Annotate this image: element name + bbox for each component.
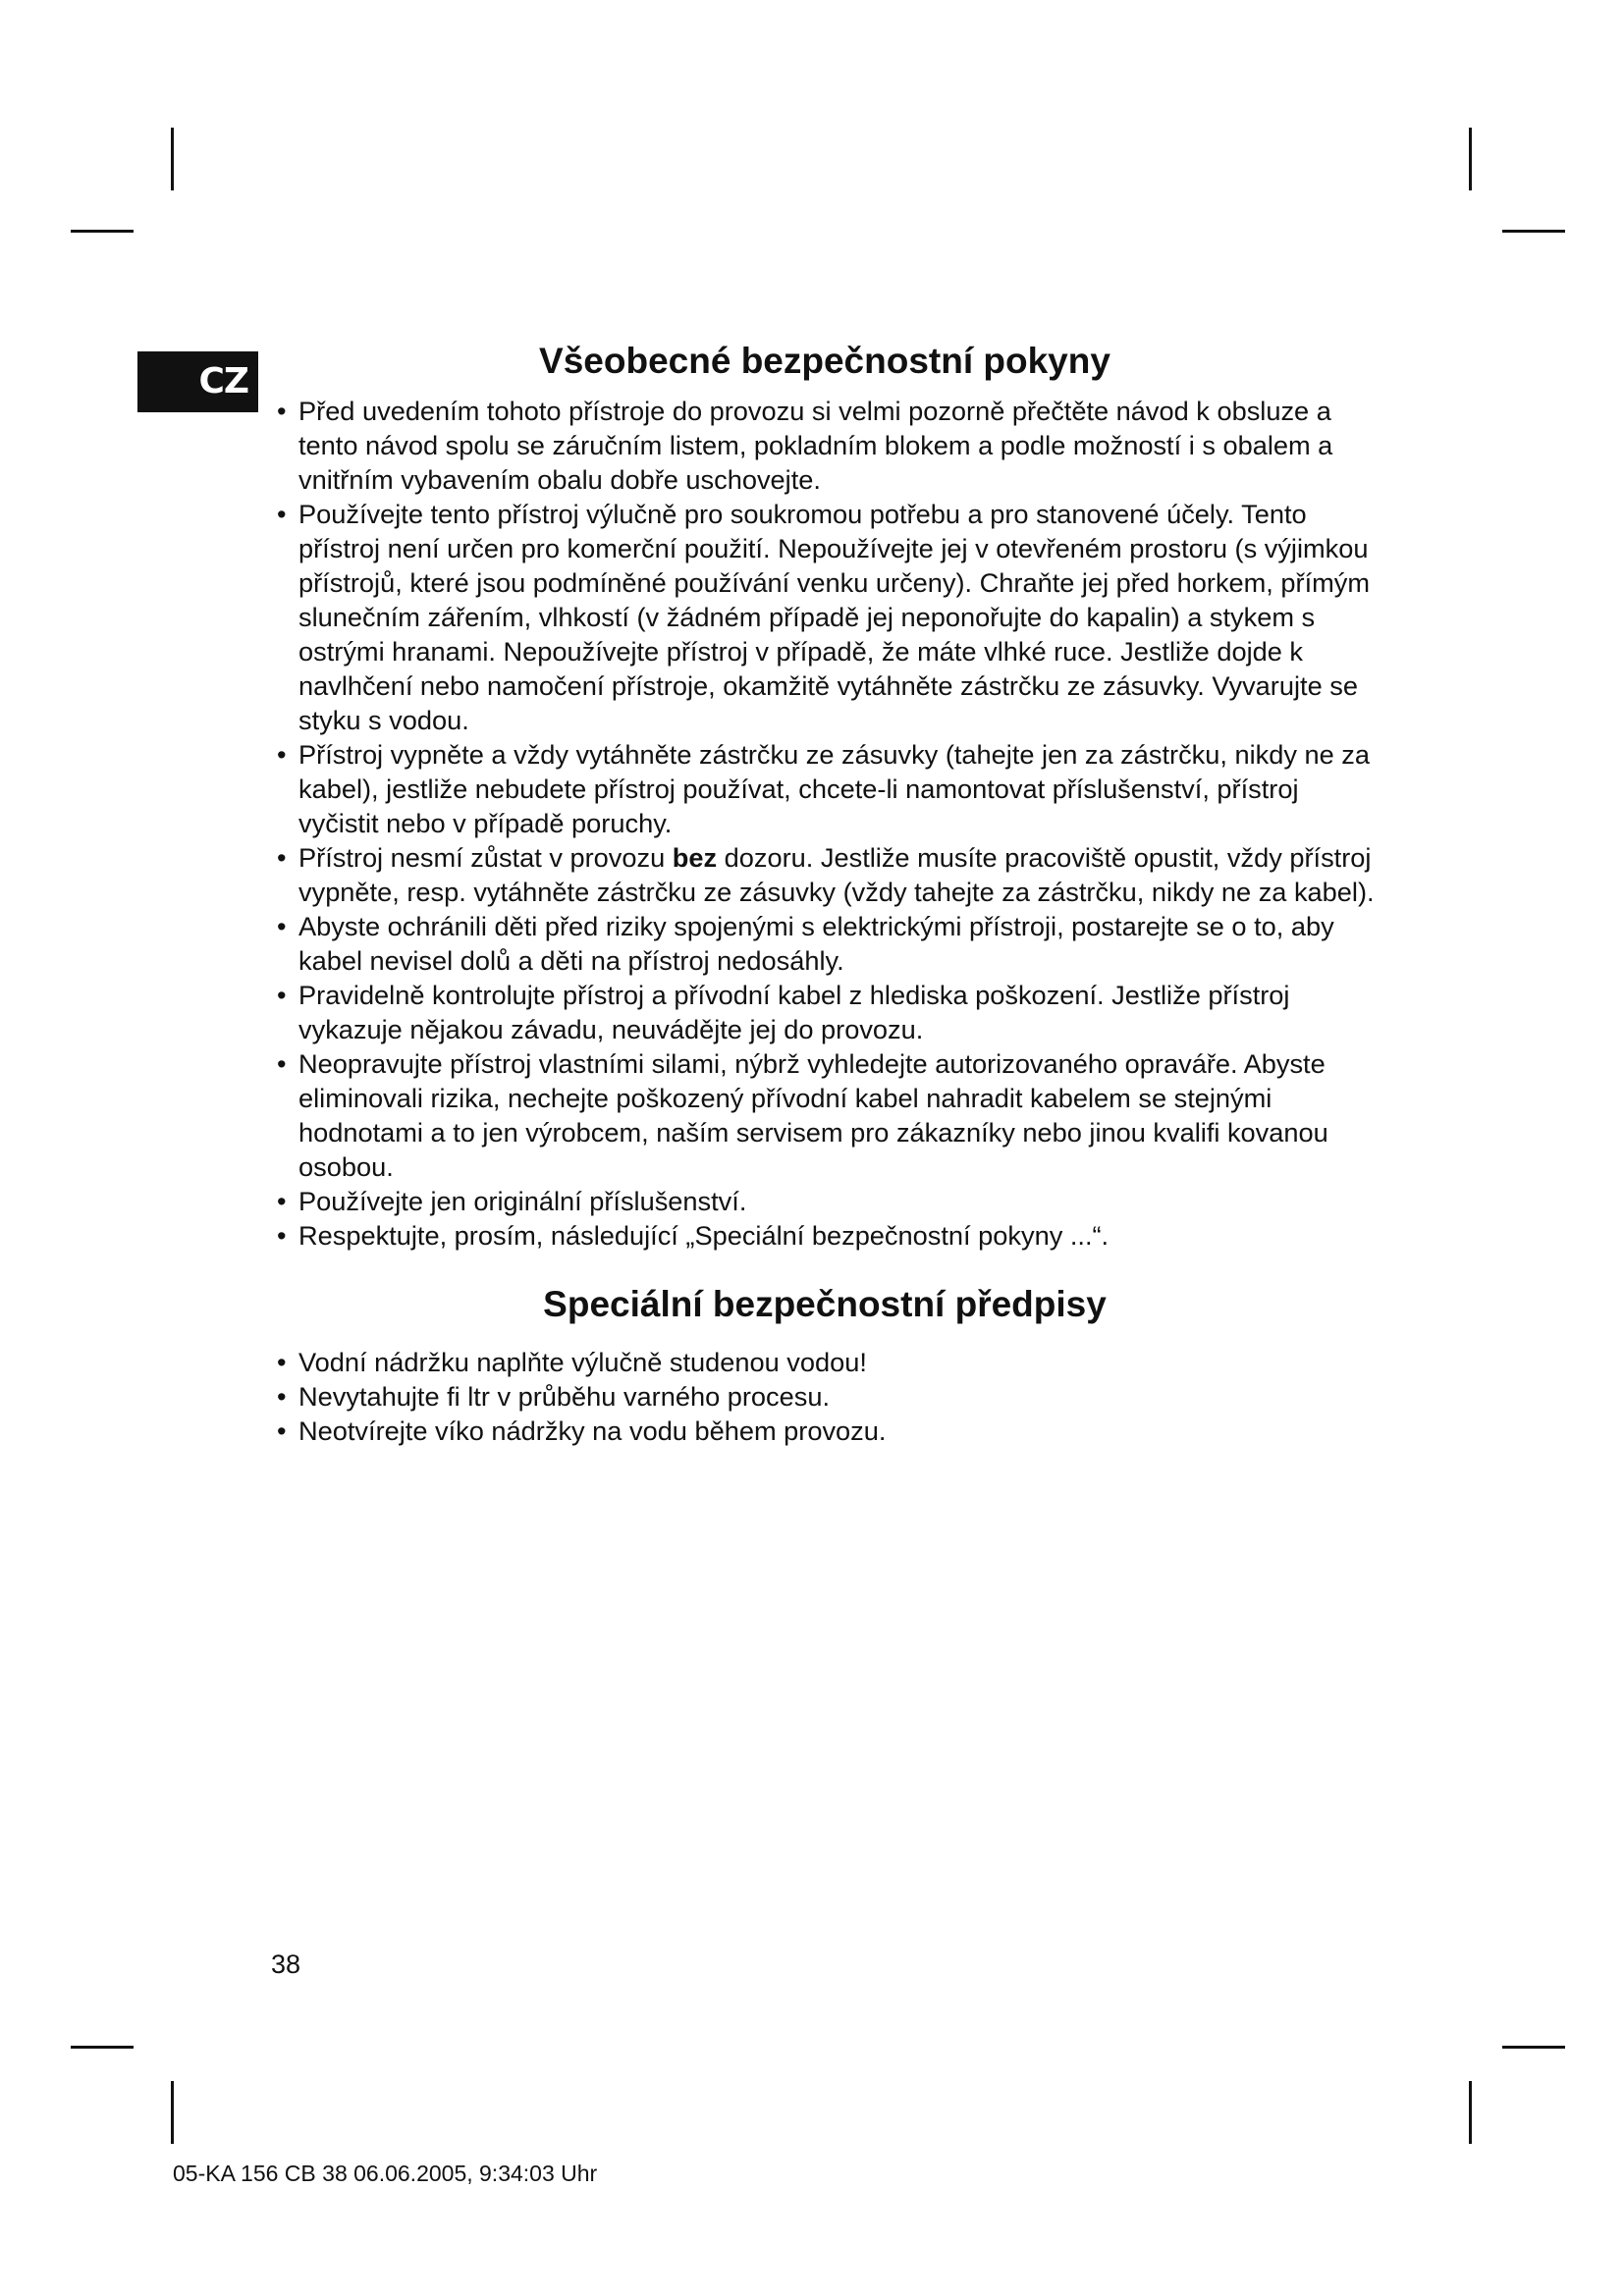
list-item — [265, 1046, 1384, 1184]
special-safety-section — [265, 1282, 1384, 1448]
crop-mark-bottom-right-vertical — [1469, 2081, 1472, 2144]
list-item-text: Používejte tento přístroj výlučně pro soukromou potřebu a pro stanovené účely. Tento přístroj není určen pro komerční použití. Nepoužívejte jej v otevřeném prostoru (s výjimkou přístrojů, které jsou podmíněné používání venku určeny). Chraňte jej před horkem, přímým slunečním zářením, vlhkostí (v žádném případě jej neponořujte do kapalin) a stykem s ostrými hranami. Nepoužívejte přístroj v případě, že máte vlhké ruce. Jestliže dojde k navlhčení nebo namočení přístroje, okamžitě vytáhněte zástrčku ze zásuvky. Vyvarujte se styku s vodou. — [298, 499, 1371, 735]
list-item — [265, 909, 1384, 978]
bullet-icon: • — [277, 911, 287, 941]
list-item — [265, 1379, 1384, 1414]
section-title: Všeobecné bezpečnostní pokyny — [539, 341, 1110, 381]
bullet-icon: • — [277, 396, 287, 426]
list-item — [265, 978, 1384, 1046]
crop-mark-bottom-left-horizontal — [71, 2046, 134, 2049]
bullet-icon: • — [277, 1347, 287, 1377]
bullet-icon: • — [277, 499, 287, 529]
page-content — [265, 339, 1384, 1448]
list-item — [265, 1218, 1384, 1253]
list-item-text: Neotvírejte víko nádržky na vodu během provozu. — [298, 1415, 887, 1446]
crop-mark-bottom-left-vertical — [171, 2081, 174, 2144]
language-tab: CZ — [137, 351, 258, 412]
list-item-text: Vodní nádržku naplňte výlučně studenou vodou! — [298, 1347, 867, 1377]
list-item — [265, 1345, 1384, 1379]
general-safety-section — [265, 339, 1384, 1253]
list-item-text: Neopravujte přístroj vlastními silami, nýbrž vyhledejte autorizovaného opraváře. Abyste eliminovali rizika, nechejte poškozený přívodní kabel nahradit kabelem se stejnými hodnotami a to jen výrobcem, naším servisem pro zákazníky nebo jinou kvalifi kovanou osobou. — [298, 1048, 1328, 1182]
list-item-text-before: Přístroj nesmí zůstat v provozu — [298, 842, 673, 873]
list-item-text-after: dozoru. Jestliže musíte pracoviště opustit, vždy přístroj vypněte, resp. vytáhněte zástrčku ze zásuvky (vždy tahejte za zástrčku, nikdy ne za kabel). — [298, 842, 1375, 907]
list-item — [265, 1184, 1384, 1218]
crop-mark-top-left-horizontal — [71, 230, 134, 233]
crop-mark-top-left-vertical — [171, 128, 174, 190]
list-item-text: Přístroj vypněte a vždy vytáhněte zástrčku ze zásuvky (tahejte jen za zástrčku, nikdy ne za kabel), jestliže nebudete přístroj používat, chcete-li namontovat příslušenství, přístroj vyčistit nebo v případě poruchy. — [298, 739, 1371, 838]
bullet-icon: • — [277, 739, 287, 770]
list-item — [265, 394, 1384, 497]
list-item-text: Respektujte, prosím, následující „Speciální bezpečnostní pokyny ...“. — [298, 1220, 1110, 1251]
list-item-text: Nevytahujte fi ltr v průběhu varného procesu. — [298, 1381, 831, 1412]
list-item — [265, 1414, 1384, 1448]
list-item — [265, 497, 1384, 737]
page-number: 38 — [271, 1949, 301, 1979]
bullet-icon: • — [277, 842, 287, 873]
bullet-list — [265, 394, 1384, 1253]
bullet-icon: • — [277, 1381, 287, 1412]
list-item-text: Abyste ochránili děti před riziky spojenými s elektrickými přístroji, postarejte se o to, aby kabel nevisel dolů a děti na přístroj nedosáhly. — [298, 911, 1334, 976]
list-item-text: Používejte jen originální příslušenství. — [298, 1186, 747, 1216]
list-item — [265, 840, 1384, 909]
list-item — [265, 737, 1384, 840]
section-title: Speciální bezpečnostní předpisy — [543, 1284, 1107, 1324]
crop-mark-top-right-horizontal — [1502, 230, 1565, 233]
bullet-list — [265, 1345, 1384, 1448]
list-item-bold-text: bez — [672, 842, 718, 873]
bullet-icon: • — [277, 1048, 287, 1079]
crop-mark-top-right-vertical — [1469, 128, 1472, 190]
bullet-icon: • — [277, 980, 287, 1010]
bullet-icon: • — [277, 1220, 287, 1251]
bullet-icon: • — [277, 1415, 287, 1446]
bullet-icon: • — [277, 1186, 287, 1216]
list-item-text: Pravidelně kontrolujte přístroj a přívodní kabel z hlediska poškození. Jestliže přístroj vykazuje nějakou závadu, neuvádějte jej do provozu. — [298, 980, 1290, 1044]
list-item-text: Před uvedením tohoto přístroje do provozu si velmi pozorně přečtěte návod k obsluze a tento návod spolu se záručním listem, pokladním blokem a podle možností i s obalem a vnitřním vybavením obalu dobře uschovejte. — [298, 396, 1333, 495]
crop-mark-bottom-right-horizontal — [1502, 2046, 1565, 2049]
print-footer: 05-KA 156 CB 38 06.06.2005, 9:34:03 Uhr — [173, 2161, 598, 2186]
